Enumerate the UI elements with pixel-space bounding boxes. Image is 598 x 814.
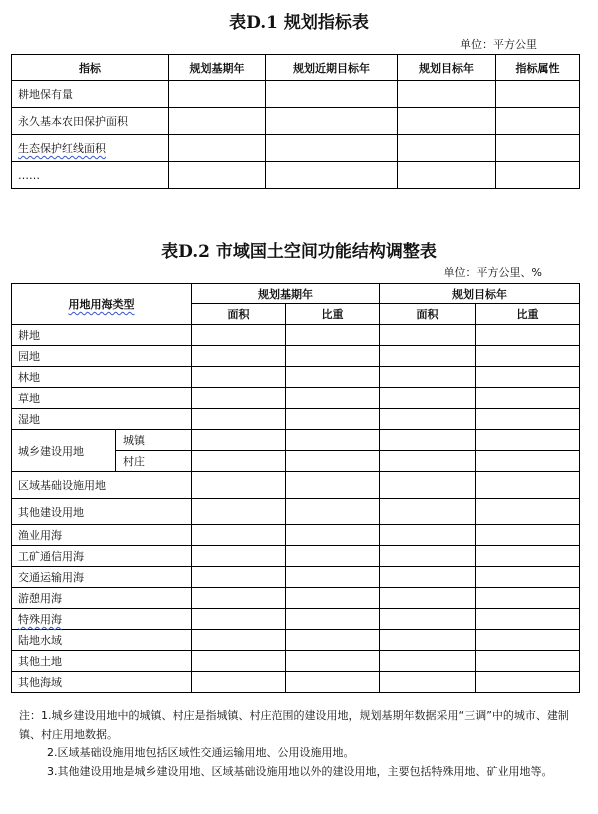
table-cell — [476, 567, 580, 588]
table-row — [12, 430, 580, 451]
table-cell — [380, 388, 476, 409]
header-base-ratio: 比重 — [286, 304, 380, 325]
table-row — [12, 672, 580, 693]
table-cell — [286, 672, 380, 693]
header-target-year: 规划目标年 — [398, 55, 496, 81]
header-base-area: 面积 — [192, 304, 286, 325]
row-label: 草地 — [12, 388, 192, 409]
table-row — [12, 609, 580, 630]
table-row — [12, 388, 580, 409]
row-label: 交通运输用海 — [12, 567, 192, 588]
row-label: 湿地 — [12, 409, 192, 430]
table-cell — [476, 430, 580, 451]
header-target-area: 面积 — [380, 304, 476, 325]
table-cell — [286, 567, 380, 588]
table-cell — [398, 162, 496, 189]
row-label: 园地 — [12, 346, 192, 367]
table-cell — [286, 651, 380, 672]
table-cell — [286, 325, 380, 346]
row-label: 陆地水域 — [12, 630, 192, 651]
table-cell — [380, 609, 476, 630]
table-cell — [380, 651, 476, 672]
note-1: 注：1.城乡建设用地中的城镇、村庄是指城镇、村庄范围的建设用地，规划基期年数据采用“三调”中的城市、建制镇、村庄用地数据。 — [19, 709, 569, 741]
table-cell — [192, 651, 286, 672]
table-cell — [192, 472, 286, 499]
row-label: 耕地保有量 — [12, 81, 169, 108]
table-cell — [192, 672, 286, 693]
table-row — [12, 135, 580, 162]
table-cell — [192, 367, 286, 388]
table-cell — [380, 367, 476, 388]
table-cell — [496, 81, 580, 108]
table-cell — [192, 499, 286, 525]
table-header-row — [12, 284, 580, 304]
table-cell — [286, 430, 380, 451]
table-cell — [286, 525, 380, 546]
table-notes — [19, 707, 581, 781]
table-cell — [266, 162, 398, 189]
table-cell — [286, 409, 380, 430]
table-cell — [286, 609, 380, 630]
row-label-urban-rural: 城乡建设用地 — [12, 430, 116, 472]
table-cell — [192, 609, 286, 630]
table-cell — [398, 135, 496, 162]
table-cell — [476, 651, 580, 672]
table-row — [12, 630, 580, 651]
table-cell — [286, 546, 380, 567]
table2-unit: 单位：平方公里、% — [443, 266, 542, 279]
table-row — [12, 567, 580, 588]
note-2: 2.区域基础设施用地包括区域性交通运输用地、公用设施用地。 — [47, 746, 355, 759]
header-near-term-target-year: 规划近期目标年 — [266, 55, 398, 81]
table-cell — [476, 630, 580, 651]
table-cell — [380, 451, 476, 472]
header-indicator: 指标 — [12, 55, 169, 81]
row-sublabel-village: 村庄 — [116, 451, 192, 472]
table-cell — [476, 472, 580, 499]
table-cell — [380, 588, 476, 609]
table-cell — [286, 588, 380, 609]
table-header-row — [12, 55, 580, 81]
table-cell — [169, 135, 266, 162]
table1-title: 表D.1 规划指标表 — [229, 13, 369, 33]
table-cell — [380, 630, 476, 651]
row-label-text: 特殊用海 — [18, 613, 62, 626]
table-row — [12, 81, 580, 108]
table-cell — [476, 367, 580, 388]
table-cell — [192, 409, 286, 430]
land-use-structure-table — [11, 283, 580, 693]
planning-indicator-table — [11, 54, 580, 189]
table-cell — [496, 162, 580, 189]
table-cell — [476, 588, 580, 609]
table-cell — [476, 546, 580, 567]
table-cell — [192, 567, 286, 588]
table-row — [12, 162, 580, 189]
table-cell — [398, 108, 496, 135]
row-label: 渔业用海 — [12, 525, 192, 546]
table-cell — [476, 525, 580, 546]
header-category — [12, 284, 192, 325]
table-row — [12, 346, 580, 367]
table-cell — [476, 346, 580, 367]
table-row — [12, 108, 580, 135]
table-cell — [286, 451, 380, 472]
header-category-text: 用地用海类型 — [68, 298, 135, 311]
table-row — [12, 499, 580, 525]
header-indicator-attribute: 指标属性 — [496, 55, 580, 81]
table-row — [12, 367, 580, 388]
table-cell — [380, 567, 476, 588]
table-cell — [496, 135, 580, 162]
table-cell — [380, 346, 476, 367]
table-cell — [476, 609, 580, 630]
table-cell — [192, 546, 286, 567]
table-cell — [380, 525, 476, 546]
table-cell — [192, 325, 286, 346]
table-cell — [286, 367, 380, 388]
table-row — [12, 325, 580, 346]
table-cell — [380, 430, 476, 451]
table-cell — [266, 81, 398, 108]
row-label: 其他建设用地 — [12, 499, 192, 525]
row-label: 区域基础设施用地 — [12, 472, 192, 499]
table1-unit: 单位：平方公里 — [460, 38, 537, 51]
table-row — [12, 525, 580, 546]
table-cell — [286, 346, 380, 367]
note-3: 3.其他建设用地是城乡建设用地、区域基础设施用地以外的建设用地，主要包括特殊用地、矿业用地等。 — [47, 764, 553, 778]
table-row — [12, 651, 580, 672]
table-cell — [192, 525, 286, 546]
table-cell — [476, 325, 580, 346]
row-label — [12, 135, 169, 162]
table-cell — [380, 499, 476, 525]
table-cell — [286, 499, 380, 525]
row-label: 工矿通信用海 — [12, 546, 192, 567]
table-cell — [169, 162, 266, 189]
table-cell — [286, 630, 380, 651]
table-cell — [286, 472, 380, 499]
table-cell — [192, 430, 286, 451]
table-cell — [169, 81, 266, 108]
table-row — [12, 409, 580, 430]
header-base-year: 规划基期年 — [192, 284, 380, 304]
table-cell — [192, 388, 286, 409]
table-cell — [476, 409, 580, 430]
table-cell — [380, 672, 476, 693]
table-cell — [266, 108, 398, 135]
row-label: 永久基本农田保护面积 — [12, 108, 169, 135]
table-cell — [380, 546, 476, 567]
table-cell — [192, 630, 286, 651]
row-label: 游憩用海 — [12, 588, 192, 609]
header-target-year: 规划目标年 — [380, 284, 580, 304]
table-row — [12, 546, 580, 567]
row-label: 其他海域 — [12, 672, 192, 693]
table-cell — [476, 499, 580, 525]
table-cell — [398, 81, 496, 108]
table-cell — [286, 388, 380, 409]
row-label: 耕地 — [12, 325, 192, 346]
table2-title: 表D.2 市域国土空间功能结构调整表 — [161, 242, 437, 262]
row-label: …… — [12, 162, 169, 189]
table-cell — [192, 346, 286, 367]
table-cell — [192, 588, 286, 609]
table-cell — [169, 108, 266, 135]
row-sublabel-town: 城镇 — [116, 430, 192, 451]
table-cell — [380, 472, 476, 499]
table-cell — [192, 451, 286, 472]
table-cell — [380, 325, 476, 346]
row-label: 林地 — [12, 367, 192, 388]
table-cell — [476, 388, 580, 409]
row-label-text: 生态保护红线面积 — [18, 142, 106, 155]
header-target-ratio: 比重 — [476, 304, 580, 325]
table-cell — [476, 672, 580, 693]
header-base-year: 规划基期年 — [169, 55, 266, 81]
table-cell — [476, 451, 580, 472]
row-label: 其他土地 — [12, 651, 192, 672]
table-cell — [496, 108, 580, 135]
table-cell — [380, 409, 476, 430]
row-label — [12, 609, 192, 630]
table-cell — [266, 135, 398, 162]
table-row — [12, 588, 580, 609]
table-row — [12, 472, 580, 499]
